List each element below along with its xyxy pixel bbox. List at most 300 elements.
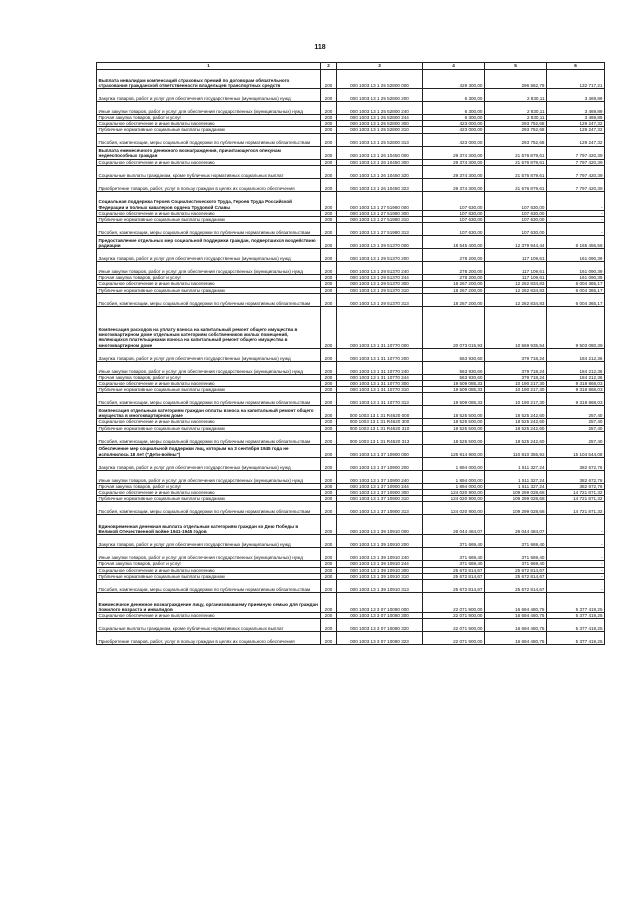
table-row	[97, 165, 605, 178]
cell-plan: 423 000,00	[423, 121, 485, 127]
cell-remaining: 9 318 868,03	[547, 393, 605, 406]
cell-name: Закупка товаров, работ и услуг для обеспечения государственных (муниципальных) нужд	[97, 535, 321, 548]
cell-executed: 25 672 814,67	[485, 573, 547, 579]
cell-classifier: 000 1003 13 1 31 10770 310	[337, 387, 423, 393]
cell-executed: 296 582,79	[485, 70, 547, 89]
cell-remaining: 6 004 365,17	[547, 287, 605, 293]
cell-line-code: 200	[321, 431, 337, 444]
cell-line-code: 200	[321, 613, 337, 619]
cell-line-code: 200	[321, 580, 337, 593]
cell-name: Закупка товаров, работ и услуг для обеспечения государственных (муниципальных) нужд	[97, 457, 321, 470]
cell-name: Обеспечение мер социальной поддержки лиц, которым на 3 сентября 1945 года не исполнилось 18 лет ("Дети-войны")	[97, 444, 321, 457]
cell-remaining: 257,40	[547, 419, 605, 425]
cell-plan: 429 300,00	[423, 70, 485, 89]
cell-name: Пособия, компенсации, меры социальной поддержки по публичным нормативным обязательствам	[97, 133, 321, 146]
cell-executed: 1 511 327,24	[485, 483, 547, 489]
table-row	[97, 457, 605, 470]
cell-remaining: -	[547, 210, 605, 216]
table-row	[97, 249, 605, 262]
table-row	[97, 223, 605, 236]
cell-name: Иные закупки товаров, работ и услуг для обеспечения государственных (муниципальных) нужд	[97, 548, 321, 561]
cell-plan: 423 000,00	[423, 133, 485, 146]
cell-remaining: -	[547, 548, 605, 561]
cell-line-code: 200	[321, 262, 337, 275]
cell-name: Социальные выплаты гражданам, кроме публичных нормативных социальных выплат	[97, 619, 321, 632]
cell-name: Предоставление отдельных мер социальной поддержки граждан, подвергшихся воздействию радиации	[97, 236, 321, 249]
cell-line-code: 200	[321, 165, 337, 178]
table-row	[97, 535, 605, 548]
cell-name: Иные закупки товаров, работ и услуг для обеспечения государственных (муниципальных) нужд	[97, 470, 321, 483]
cell-classifier: 000 1003 13 1 29 51370 244	[337, 275, 423, 281]
cell-name: Закупка товаров, работ и услуг для обеспечения государственных (муниципальных) нужд	[97, 89, 321, 102]
cell-remaining: 7 797 420,39	[547, 178, 605, 191]
table-row	[97, 387, 605, 393]
cell-remaining: -	[547, 515, 605, 535]
cell-name: Иные закупки товаров, работ и услуг для обеспечения государственных (муниципальных) нужд	[97, 262, 321, 275]
cell-remaining: -	[547, 217, 605, 223]
cell-remaining: 5 377 419,25	[547, 593, 605, 613]
cell-classifier: 000 1003 13 1 25 52800 240	[337, 102, 423, 115]
cell-remaining: 7 797 420,39	[547, 146, 605, 159]
cell-executed: 12 379 944,44	[485, 236, 547, 249]
table-row	[97, 431, 605, 444]
cell-line-code: 200	[321, 217, 337, 223]
cell-executed: 12 262 834,83	[485, 293, 547, 306]
cell-classifier: 000 1003 13 1 37 10900 000	[337, 444, 423, 457]
cell-plan: 22 071 900,00	[423, 593, 485, 613]
cell-line-code: 200	[321, 393, 337, 406]
cell-remaining: 129 247,32	[547, 121, 605, 127]
cell-classifier: 000 1003 13 1 29 51370 310	[337, 287, 423, 293]
cell-executed: 18 525 242,60	[485, 431, 547, 444]
cell-line-code: 200	[321, 490, 337, 496]
column-header-classifier: 3	[337, 63, 423, 70]
column-number-header-row	[97, 63, 605, 70]
cell-line-code: 200	[321, 70, 337, 89]
table-row	[97, 567, 605, 573]
table-row	[97, 262, 605, 275]
table-row	[97, 580, 605, 593]
budget-execution-table	[96, 62, 605, 645]
cell-line-code: 200	[321, 425, 337, 431]
cell-line-code: 200	[321, 496, 337, 502]
cell-executed: 12 262 834,83	[485, 281, 547, 287]
cell-plan: 25 672 814,67	[423, 567, 485, 573]
cell-name: Публичные нормативные социальные выплаты гражданам	[97, 287, 321, 293]
cell-executed: 110 810 355,92	[485, 444, 547, 457]
table-row	[97, 444, 605, 457]
cell-line-code: 200	[321, 381, 337, 387]
cell-executed: 2 830,11	[485, 102, 547, 115]
table-row	[97, 393, 605, 406]
cell-plan: 19 509 085,33	[423, 387, 485, 393]
cell-plan: 18 525 500,00	[423, 406, 485, 419]
cell-plan: 6 300,00	[423, 102, 485, 115]
cell-plan: 124 020 900,00	[423, 496, 485, 502]
cell-remaining: 161 090,39	[547, 249, 605, 262]
cell-classifier: 000 1003 13 1 39 10910 300	[337, 567, 423, 573]
cell-classifier: 000 1003 13 1 29 51370 313	[337, 293, 423, 306]
cell-name: Социальное обеспечение и иные выплаты населению	[97, 613, 321, 619]
cell-name: Социальное обеспечение и иные выплаты населению	[97, 281, 321, 287]
cell-executed: 18 525 242,60	[485, 419, 547, 425]
cell-line-code: 200	[321, 210, 337, 216]
cell-name: Пособия, компенсации, меры социальной поддержки по публичным нормативным обязательствам	[97, 223, 321, 236]
cell-classifier: 000 1003 13 1 31 R4620 310	[337, 425, 423, 431]
cell-classifier: 000 1003 13 1 37 10900 240	[337, 470, 423, 483]
table-row	[97, 496, 605, 502]
cell-plan: 371 669,40	[423, 535, 485, 548]
table-row	[97, 502, 605, 515]
cell-name: Ежемесячное денежное вознаграждение лицу, организовавшему приемную семью для граждан пожилого возраста и инвалидов	[97, 593, 321, 613]
cell-remaining: 3 469,89	[547, 115, 605, 121]
cell-classifier: 000 1003 13 1 26 10450 320	[337, 165, 423, 178]
cell-line-code: 200	[321, 567, 337, 573]
cell-name: Социальные выплаты гражданам, кроме публичных нормативных социальных выплат	[97, 165, 321, 178]
cell-classifier: 000 1003 13 1 39 10910 244	[337, 561, 423, 567]
cell-classifier: 000 1003 13 1 25 52800 244	[337, 115, 423, 121]
cell-name: Единовременная денежная выплата отдельным категориям граждан ко Дню Победы в Великой Отечественной войне 1941-1945 годов	[97, 515, 321, 535]
cell-executed: 371 669,40	[485, 561, 547, 567]
cell-name: Закупка товаров, работ и услуг для обеспечения государственных (муниципальных) нужд	[97, 249, 321, 262]
cell-classifier: 000 1003 13 1 37 10900 300	[337, 490, 423, 496]
cell-remaining: 257,40	[547, 431, 605, 444]
cell-executed: 2 830,11	[485, 115, 547, 121]
cell-name: Публичные нормативные социальные выплаты гражданам	[97, 217, 321, 223]
cell-plan: 423 000,00	[423, 127, 485, 133]
cell-plan: 125 914 900,00	[423, 444, 485, 457]
cell-classifier: 000 1003 13 3 07 10080 323	[337, 632, 423, 645]
cell-executed: 16 694 480,75	[485, 613, 547, 619]
cell-plan: 18 267 200,00	[423, 287, 485, 293]
cell-line-code: 200	[321, 573, 337, 579]
cell-name: Иные закупки товаров, работ и услуг для обеспечения государственных (муниципальных) нужд	[97, 361, 321, 374]
cell-remaining: -	[547, 535, 605, 548]
cell-name: Социальное обеспечение и иные выплаты населению	[97, 121, 321, 127]
cell-executed: 371 669,40	[485, 548, 547, 561]
cell-remaining: 9 318 868,03	[547, 381, 605, 387]
cell-remaining: 257,40	[547, 406, 605, 419]
table-row	[97, 470, 605, 483]
cell-name: Социальная поддержка Героев Социалистического Труда, Героев Труда Российской Федерации и полных кавалеров ордена Трудовой Славы	[97, 191, 321, 210]
cell-executed: 293 752,68	[485, 133, 547, 146]
column-header-executed: 5	[485, 63, 547, 70]
table-row	[97, 236, 605, 249]
cell-executed: 379 718,24	[485, 348, 547, 361]
cell-line-code: 200	[321, 287, 337, 293]
cell-executed: 107 630,00	[485, 217, 547, 223]
cell-remaining: 6 165 455,56	[547, 236, 605, 249]
cell-classifier: 000 1003 13 1 29 51370 000	[337, 236, 423, 249]
cell-classifier: 000 1003 13 1 31 R4620 000	[337, 406, 423, 419]
cell-classifier: 000 1003 13 1 37 10900 313	[337, 502, 423, 515]
cell-name: Пособия, компенсации, меры социальной поддержки по публичным нормативным обязательствам	[97, 293, 321, 306]
cell-plan: 29 374 300,00	[423, 146, 485, 159]
cell-plan: 278 200,00	[423, 262, 485, 275]
cell-classifier: 000 1003 13 1 27 51980 000	[337, 191, 423, 210]
cell-plan: 107 630,00	[423, 191, 485, 210]
cell-line-code: 200	[321, 361, 337, 374]
table-row	[97, 127, 605, 133]
cell-line-code: 200	[321, 121, 337, 127]
cell-remaining: 184 212,36	[547, 348, 605, 361]
cell-remaining: 6 004 365,17	[547, 281, 605, 287]
cell-remaining: 5 377 419,25	[547, 619, 605, 632]
table-row	[97, 406, 605, 419]
cell-classifier: 000 1003 13 1 39 10910 240	[337, 548, 423, 561]
cell-name: Социальное обеспечение и иные выплаты населению	[97, 210, 321, 216]
cell-executed: 21 576 879,61	[485, 165, 547, 178]
table-row	[97, 210, 605, 216]
cell-classifier: 000 1003 13 1 39 10910 000	[337, 515, 423, 535]
cell-plan: 22 071 900,00	[423, 619, 485, 632]
table-row	[97, 178, 605, 191]
table-row	[97, 374, 605, 380]
cell-classifier: 000 1003 13 3 07 10080 320	[337, 619, 423, 632]
cell-name: Публичные нормативные социальные выплаты гражданам	[97, 496, 321, 502]
cell-executed: 10 190 217,30	[485, 387, 547, 393]
cell-remaining: 3 469,89	[547, 102, 605, 115]
cell-remaining: 14 721 871,32	[547, 490, 605, 496]
cell-plan: 371 669,40	[423, 561, 485, 567]
cell-classifier: 000 1003 13 1 31 10770 240	[337, 361, 423, 374]
cell-line-code: 200	[321, 406, 337, 419]
cell-classifier: 000 1003 13 1 26 10450 300	[337, 159, 423, 165]
table-row	[97, 217, 605, 223]
cell-line-code: 200	[321, 191, 337, 210]
cell-name: Пособия, компенсации, меры социальной поддержки по публичным нормативным обязательствам	[97, 431, 321, 444]
cell-line-code: 200	[321, 293, 337, 306]
cell-plan: 6 300,00	[423, 115, 485, 121]
cell-plan: 25 672 814,67	[423, 573, 485, 579]
cell-classifier: 000 1003 13 1 27 51980 310	[337, 217, 423, 223]
cell-line-code: 200	[321, 374, 337, 380]
cell-plan: 124 020 900,00	[423, 490, 485, 496]
cell-name: Публичные нормативные социальные выплаты гражданам	[97, 387, 321, 393]
table-row	[97, 573, 605, 579]
cell-executed: 26 044 484,07	[485, 515, 547, 535]
table-row	[97, 281, 605, 287]
cell-line-code: 200	[321, 419, 337, 425]
cell-classifier: 000 1003 13 1 31 R4620 313	[337, 431, 423, 444]
cell-remaining: 257,40	[547, 425, 605, 431]
cell-line-code: 200	[321, 115, 337, 121]
cell-line-code: 200	[321, 535, 337, 548]
cell-line-code: 200	[321, 127, 337, 133]
cell-line-code: 200	[321, 483, 337, 489]
cell-executed: 1 511 327,24	[485, 470, 547, 483]
cell-executed: 293 752,68	[485, 121, 547, 127]
cell-classifier: 000 1003 13 1 26 10450 000	[337, 146, 423, 159]
cell-classifier: 000 1003 13 1 37 10900 310	[337, 496, 423, 502]
cell-executed: 371 669,40	[485, 535, 547, 548]
cell-remaining: -	[547, 580, 605, 593]
cell-name: Закупка товаров, работ и услуг для обеспечения государственных (муниципальных) нужд	[97, 348, 321, 361]
cell-remaining: -	[547, 191, 605, 210]
cell-name: Компенсация отдельным категориям граждан оплаты взноса на капитальный ремонт общего имущества в многоквартирном доме	[97, 406, 321, 419]
cell-plan: 1 894 000,00	[423, 470, 485, 483]
table-row	[97, 275, 605, 281]
cell-remaining: 382 672,76	[547, 470, 605, 483]
cell-name: Прочая закупка товаров, работ и услуг	[97, 561, 321, 567]
cell-line-code: 200	[321, 515, 337, 535]
cell-line-code: 200	[321, 470, 337, 483]
cell-executed: 21 576 879,61	[485, 146, 547, 159]
table-row	[97, 102, 605, 115]
cell-executed: 379 718,24	[485, 361, 547, 374]
cell-line-code: 200	[321, 561, 337, 567]
cell-executed: 16 694 480,75	[485, 619, 547, 632]
cell-executed: 10 190 217,30	[485, 393, 547, 406]
cell-classifier: 000 1003 13 1 31 10770 000	[337, 306, 423, 348]
cell-plan: 107 630,00	[423, 217, 485, 223]
table-row	[97, 381, 605, 387]
cell-name: Компенсация расходов на уплату взноса на капитальный ремонт общего имущества в многоквартирном доме отдельным категориям собственников жилых помещений, являющихся плательщиками взноса на капитальный ремонт общего имущества в многоквартирном доме	[97, 306, 321, 348]
table-row	[97, 632, 605, 645]
table-row	[97, 515, 605, 535]
cell-remaining: -	[547, 223, 605, 236]
cell-executed: 2 830,11	[485, 89, 547, 102]
cell-plan: 18 267 200,00	[423, 281, 485, 287]
cell-classifier: 000 1003 13 1 29 51370 300	[337, 281, 423, 287]
cell-remaining: 161 090,39	[547, 262, 605, 275]
cell-remaining: -	[547, 561, 605, 567]
cell-plan: 19 509 085,33	[423, 381, 485, 387]
cell-classifier: 000 1003 13 1 31 10770 300	[337, 381, 423, 387]
cell-classifier: 000 1003 13 1 31 10770 313	[337, 393, 423, 406]
cell-executed: 18 525 242,60	[485, 425, 547, 431]
cell-remaining: 7 797 420,39	[547, 159, 605, 165]
cell-executed: 1 511 327,24	[485, 457, 547, 470]
table-row	[97, 115, 605, 121]
cell-executed: 379 718,24	[485, 374, 547, 380]
cell-executed: 107 630,00	[485, 191, 547, 210]
cell-executed: 10 569 935,54	[485, 306, 547, 348]
cell-plan: 563 930,60	[423, 374, 485, 380]
column-header-remaining: 6	[547, 63, 605, 70]
cell-plan: 1 894 000,00	[423, 457, 485, 470]
table-row	[97, 619, 605, 632]
cell-plan: 278 200,00	[423, 275, 485, 281]
cell-plan: 26 044 484,07	[423, 515, 485, 535]
cell-classifier: 000 1003 13 1 39 10910 313	[337, 580, 423, 593]
cell-classifier: 000 1003 13 1 25 52800 200	[337, 89, 423, 102]
cell-remaining: 9 503 080,39	[547, 306, 605, 348]
cell-plan: 22 071 900,00	[423, 613, 485, 619]
cell-line-code: 200	[321, 178, 337, 191]
cell-plan: 18 267 200,00	[423, 293, 485, 306]
cell-line-code: 200	[321, 348, 337, 361]
cell-plan: 6 300,00	[423, 89, 485, 102]
cell-classifier: 000 1003 13 1 26 10450 323	[337, 178, 423, 191]
table-row	[97, 419, 605, 425]
cell-classifier: 000 1003 13 1 39 10910 200	[337, 535, 423, 548]
cell-executed: 25 672 814,67	[485, 580, 547, 593]
table-row	[97, 561, 605, 567]
cell-executed: 107 630,00	[485, 210, 547, 216]
cell-line-code: 200	[321, 236, 337, 249]
cell-name: Иные закупки товаров, работ и услуг для обеспечения государственных (муниципальных) нужд	[97, 102, 321, 115]
cell-line-code: 200	[321, 249, 337, 262]
cell-plan: 278 200,00	[423, 249, 485, 262]
cell-line-code: 200	[321, 457, 337, 470]
cell-plan: 124 020 900,00	[423, 502, 485, 515]
column-header-line-code: 2	[321, 63, 337, 70]
cell-remaining: 382 672,76	[547, 483, 605, 489]
cell-remaining: -	[547, 567, 605, 573]
cell-name: Приобретение товаров, работ, услуг в пользу граждан в целях их социального обеспечения	[97, 632, 321, 645]
cell-classifier: 000 1003 13 1 39 10910 310	[337, 573, 423, 579]
cell-name: Пособия, компенсации, меры социальной поддержки по публичным нормативным обязательствам	[97, 502, 321, 515]
cell-name: Приобретение товаров, работ, услуг в пользу граждан в целях их социального обеспечения	[97, 178, 321, 191]
cell-name: Пособия, компенсации, меры социальной поддержки по публичным нормативным обязательствам	[97, 580, 321, 593]
cell-name: Выплата ежемесячного денежного вознаграждения, причитающегося опекунам недееспособных граждан	[97, 146, 321, 159]
cell-name: Социальное обеспечение и иные выплаты населению	[97, 159, 321, 165]
table-row	[97, 191, 605, 210]
table-row	[97, 613, 605, 619]
cell-plan: 29 374 300,00	[423, 159, 485, 165]
cell-executed: 25 672 814,67	[485, 567, 547, 573]
cell-executed: 117 109,61	[485, 262, 547, 275]
cell-classifier: 000 1003 13 1 31 10770 244	[337, 374, 423, 380]
table-row	[97, 159, 605, 165]
cell-plan: 18 525 500,00	[423, 425, 485, 431]
cell-name: Социальное обеспечение и иные выплаты населению	[97, 490, 321, 496]
cell-name: Социальное обеспечение и иные выплаты населению	[97, 381, 321, 387]
cell-executed: 117 109,61	[485, 275, 547, 281]
cell-remaining: 9 318 868,03	[547, 387, 605, 393]
cell-classifier: 000 1003 13 1 27 51980 300	[337, 210, 423, 216]
cell-line-code: 200	[321, 146, 337, 159]
column-header-name: 1	[97, 63, 321, 70]
cell-line-code: 200	[321, 223, 337, 236]
table-row	[97, 483, 605, 489]
cell-line-code: 200	[321, 444, 337, 457]
cell-remaining: 5 377 419,25	[547, 613, 605, 619]
cell-remaining: 184 212,36	[547, 361, 605, 374]
cell-remaining: 3 469,89	[547, 89, 605, 102]
cell-line-code: 200	[321, 387, 337, 393]
cell-remaining: 129 247,32	[547, 127, 605, 133]
cell-classifier: 000 1003 13 1 31 10770 200	[337, 348, 423, 361]
table-row	[97, 293, 605, 306]
cell-classifier: 000 1003 13 1 25 52800 313	[337, 133, 423, 146]
cell-classifier: 000 1003 13 3 07 10080 300	[337, 613, 423, 619]
cell-remaining: 184 212,36	[547, 374, 605, 380]
cell-plan: 563 930,60	[423, 361, 485, 374]
cell-line-code: 200	[321, 619, 337, 632]
table-row	[97, 348, 605, 361]
cell-executed: 293 752,68	[485, 127, 547, 133]
cell-executed: 107 630,00	[485, 223, 547, 236]
cell-plan: 29 374 300,00	[423, 165, 485, 178]
cell-executed: 18 525 242,60	[485, 406, 547, 419]
table-row	[97, 121, 605, 127]
cell-plan: 371 669,40	[423, 548, 485, 561]
table-row	[97, 425, 605, 431]
cell-plan: 18 545 400,00	[423, 236, 485, 249]
table-row	[97, 287, 605, 293]
cell-remaining: 161 090,39	[547, 275, 605, 281]
cell-executed: 12 262 834,83	[485, 287, 547, 293]
cell-name: Публичные нормативные социальные выплаты гражданам	[97, 425, 321, 431]
table-body	[97, 70, 605, 645]
cell-name: Социальное обеспечение и иные выплаты населению	[97, 419, 321, 425]
table-row	[97, 306, 605, 348]
cell-remaining: 129 247,32	[547, 133, 605, 146]
cell-classifier: 000 1003 13 1 29 51370 200	[337, 249, 423, 262]
cell-plan: 20 073 015,93	[423, 306, 485, 348]
